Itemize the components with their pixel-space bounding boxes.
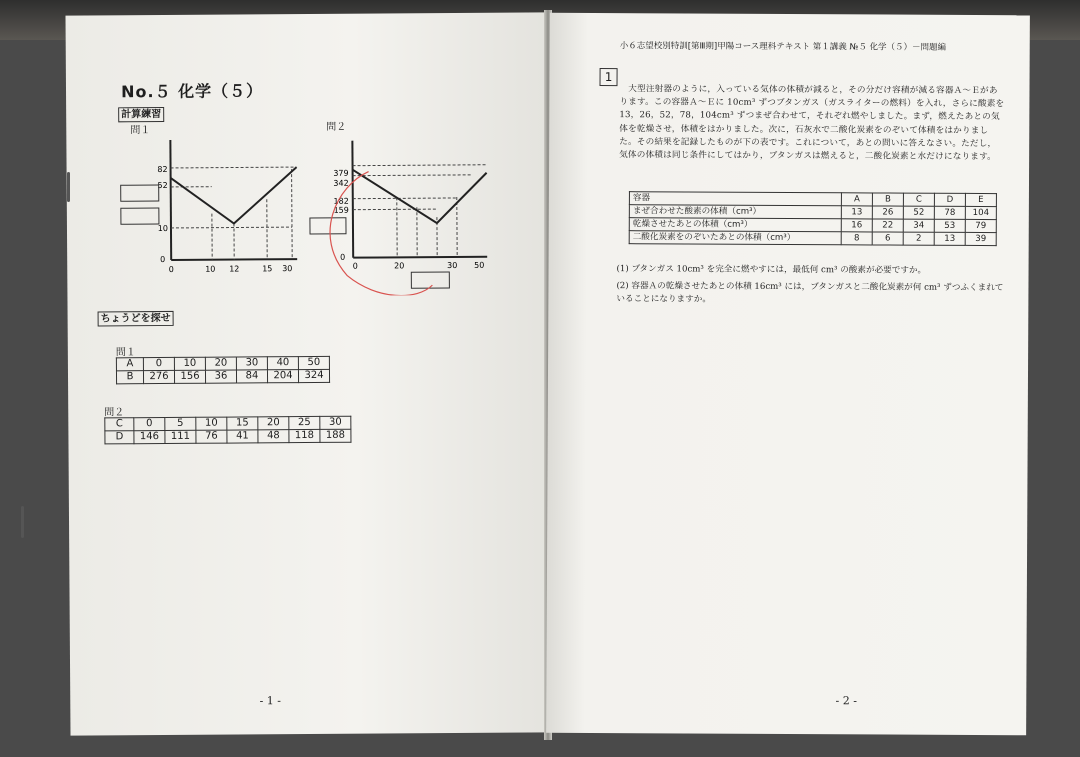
table-cell: 34 (903, 219, 934, 232)
table-cell: 36 (205, 370, 236, 383)
table-cell: 40 (267, 357, 298, 370)
graph1-v-line (171, 167, 297, 224)
table-cell: 容器 (629, 192, 841, 206)
table-cell: 204 (267, 370, 298, 383)
table-cell: B (872, 193, 903, 206)
graph2-ylabel-379: 379 (333, 168, 349, 178)
table-cell: 76 (196, 430, 227, 443)
table-cell: 8 (841, 232, 872, 245)
left-page (65, 12, 550, 735)
table-cell: 50 (298, 356, 329, 369)
right-page (546, 13, 1030, 736)
table1-label: 問１ (115, 347, 136, 359)
graph2-gridline-182 (353, 198, 457, 199)
graph1-xlabel-10: 10 (205, 264, 216, 274)
binding-mark-top (67, 172, 70, 202)
table-cell: 乾燥させたあとの体積（cm³） (629, 218, 841, 232)
table-cell: 53 (934, 219, 965, 232)
graph2-x-axis (353, 257, 487, 258)
graph1-ylabel-0: 0 (160, 254, 166, 265)
graph1-ylabel-10: 10 (157, 223, 169, 234)
table-cell: 13 (934, 232, 965, 245)
q1-label: 問１ (130, 125, 151, 137)
graph2-ylabel-342: 342 (333, 178, 349, 188)
graph2-ylabel-182: 182 (333, 196, 349, 206)
graph1-vline-30 (292, 169, 293, 259)
table-cell: 2 (903, 232, 934, 245)
table-cell: 20 (205, 357, 236, 370)
table-cell: 10 (174, 357, 205, 370)
calc-practice-tag: 計算練習 (118, 107, 164, 122)
table-cell: C (105, 418, 134, 431)
results-row-oxygen (629, 205, 996, 220)
table1-row-b (116, 369, 329, 383)
graph2-xlabel-50: 50 (474, 260, 485, 270)
table-cell: 104 (965, 206, 996, 219)
table-cell: 48 (258, 430, 289, 443)
table-2 (104, 416, 351, 445)
table-cell: 二酸化炭素をのぞいたあとの体積（cm³） (629, 231, 841, 245)
find-exact-tag: ちょうどを探せ (98, 311, 174, 327)
table-1 (116, 356, 330, 384)
graph2-gridline-342 (353, 175, 472, 176)
question-number: 1 (600, 68, 618, 86)
question-1: (1) ブタンガス 10cm³ を完全に燃やすには，最低何 cm³ の酸素が必要ですか。 (616, 264, 927, 276)
table2-label: 問２ (104, 407, 125, 419)
graph1-xlabel-12: 12 (229, 264, 240, 274)
table-cell: 52 (903, 206, 934, 219)
graph1-gridline-10 (171, 227, 292, 228)
graph2-xlabel-20: 20 (394, 261, 405, 271)
graph2-answer-box-1 (310, 218, 346, 234)
table-cell: まぜ合わせた酸素の体積（cm³） (629, 205, 841, 219)
graph2-gridline-159 (353, 209, 437, 210)
graph1-gridline-82 (171, 167, 297, 168)
graph2-xlabel-0: 0 (352, 261, 358, 271)
table-cell: 30 (320, 416, 351, 429)
text-header: 小６志望校別特訓[第Ⅲ期]甲陽コース理科テキスト 第１講義 №５ 化学（５）－問題編 (619, 41, 947, 53)
table-cell: 15 (227, 417, 258, 430)
table-cell: 10 (196, 417, 227, 430)
graph2-ylabel-0: 0 (340, 252, 346, 262)
table-cell: 22 (872, 219, 903, 232)
results-row-co2-removed (629, 231, 996, 246)
table-cell: D (934, 193, 965, 206)
table-cell: 276 (143, 370, 174, 383)
table-cell: 0 (134, 418, 165, 431)
table-cell: 41 (227, 430, 258, 443)
graph1-y-axis (170, 140, 171, 260)
table-cell: 146 (134, 431, 165, 444)
graph1-ylabel-82: 82 (157, 164, 168, 175)
table-cell: 79 (965, 219, 996, 232)
graph1-answer-box-1 (121, 185, 159, 201)
table-cell: 0 (143, 357, 174, 370)
table-cell: 156 (174, 370, 205, 383)
table-cell: 5 (165, 417, 196, 430)
right-page-number: - 2 - (835, 694, 858, 708)
graph2-v-line (353, 169, 487, 224)
table-cell: 20 (258, 417, 289, 430)
table-cell: C (903, 193, 934, 206)
table-cell: 6 (872, 232, 903, 245)
table-cell: 16 (841, 219, 872, 232)
table-cell: 13 (841, 206, 872, 219)
table-cell: 118 (289, 429, 320, 442)
table-cell: B (116, 371, 143, 384)
table-cell: 78 (934, 206, 965, 219)
table-cell: 324 (298, 369, 329, 382)
q2-label: 問２ (326, 121, 347, 133)
graph-1 (106, 129, 307, 280)
results-table (629, 191, 997, 246)
table-cell: 25 (289, 416, 320, 429)
problem-paragraph: 大型注射器のように，入っている気体の体積が減ると，その分だけ容積が減る容器Ａ～Ｅがあります。この容器Ａ～Ｅに 10cm³ ずつブタンガス（ガスライターの燃料）を入れ，さらに酸素を 13，26，52，78，104cm³ ずつまぜ合わせて，それぞれ燃やしました。まず，燃えたあとの気体を乾燥させ，体積をはかりました。次に，石灰水で二酸化炭素をのぞいて体積をはかりました。その結果を記録したものが下の表です。これについて，あとの問いに答えなさい。ただし，気体の体積は同じ条件にしてはかり，ブタンガスは燃えると，二酸化炭素と水だけになります。 (619, 84, 1005, 163)
results-row-dried (629, 218, 996, 233)
graph2-xlabel-30: 30 (447, 260, 458, 271)
table-cell: A (116, 358, 143, 371)
table-cell: 111 (165, 430, 196, 443)
table-cell: 39 (965, 232, 996, 245)
graph1-xlabel-30: 30 (282, 264, 293, 274)
graph1-answer-box-2 (121, 208, 159, 224)
graph1-xlabel-0: 0 (168, 264, 174, 274)
graph-2 (306, 125, 517, 296)
graph1-ylabel-52: 52 (157, 180, 168, 191)
graph2-answer-box-2 (411, 272, 449, 288)
table-cell: 84 (236, 370, 267, 383)
table-cell: 26 (872, 206, 903, 219)
binding-mark-bottom (21, 506, 24, 538)
table-cell: D (105, 431, 134, 444)
graph2-gridline-379 (353, 165, 487, 166)
table2-row-d (105, 429, 351, 444)
lesson-title: No.５ 化学（５） (120, 81, 264, 102)
table-cell: 30 (236, 357, 267, 370)
graph1-xlabel-15: 15 (262, 264, 273, 274)
table-cell: 188 (320, 429, 351, 442)
table-cell: E (965, 193, 996, 206)
left-page-number: - 1 - (259, 694, 282, 708)
question-2: (2) 容器Ａの乾燥させたあとの体積 16cm³ には，ブタンガスと二酸化炭素が何 cm³ ずつふくまれていることになりますか。 (616, 281, 1004, 305)
table-cell: A (841, 193, 872, 206)
graph2-ylabel-159: 159 (333, 205, 349, 215)
